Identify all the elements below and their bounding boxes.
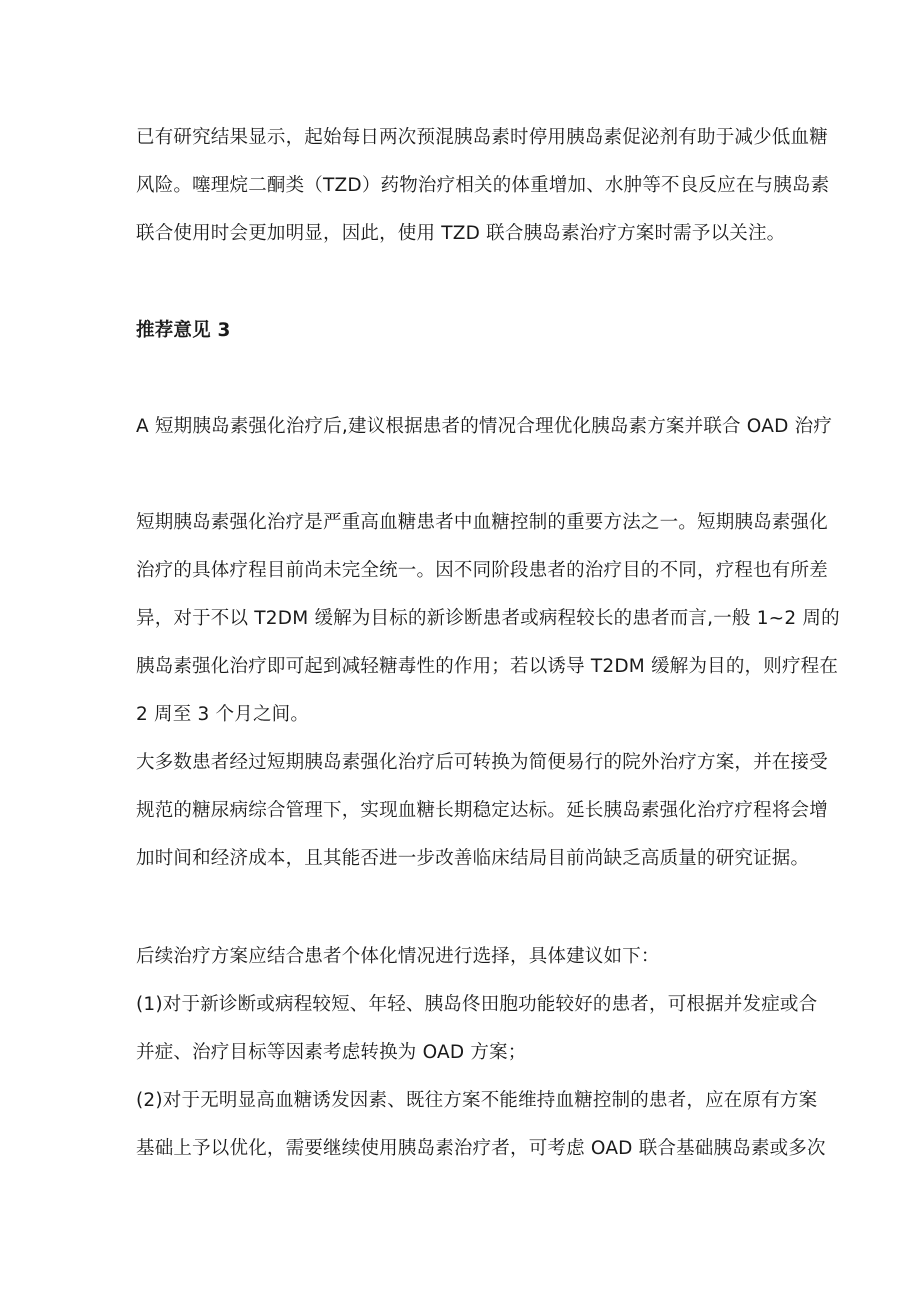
paragraph-follow-up-plan	[136, 933, 836, 1173]
text-line: 已有研究结果显示，起始每日两次预混胰岛素时停用胰岛素促泌剂有助于减少低血糖	[136, 127, 828, 148]
paragraph-intensive-therapy	[136, 499, 840, 883]
text-line: 规范的糖尿病综合管理下，实现血糖长期稳定达标。延长胰岛素强化治疗疗程将会增	[136, 800, 828, 821]
text-line: 联合使用时会更加明显，因此，使用 TZD 联合胰岛素治疗方案时需予以关注。	[136, 223, 786, 244]
text-line: (2)对于无明显高血糖诱发因素、既往方案不能维持血糖控制的患者，应在原有方案	[136, 1090, 818, 1111]
text-line: 2 周至 3 个月之间。	[136, 704, 310, 725]
text-line: 大多数患者经过短期胰岛素强化治疗后可转换为简便易行的院外治疗方案，并在接受	[136, 752, 828, 773]
recommendation-statement: A 短期胰岛素强化治疗后,建议根据患者的情况合理优化胰岛素方案并联合 OAD 治疗	[136, 416, 833, 437]
text-line: 并症、治疗目标等因素考虑转换为 OAD 方案；	[136, 1042, 527, 1063]
text-line: 风险。噻理烷二酮类（TZD）药物治疗相关的体重增加、水肿等不良反应在与胰岛素	[136, 175, 830, 196]
text-line: 治疗的具体疗程目前尚未完全统一。因不同阶段患者的治疗目的不同，疗程也有所差	[136, 560, 828, 581]
text-line: 胰岛素强化治疗即可起到减轻糖毒性的作用；若以诱导 T2DM 缓解为目的，则疗程在	[136, 656, 839, 677]
text-line: 加时间和经济成本，且其能否进一步改善临床结局目前尚缺乏高质量的研究证据。	[136, 848, 810, 869]
text-line: (1)对于新诊断或病程较短、年轻、胰岛佟田胞功能较好的患者，可根据并发症或合	[136, 994, 818, 1015]
text-line: 基础上予以优化，需要继续使用胰岛素治疗者，可考虑 OAD 联合基础胰岛素或多次	[136, 1138, 826, 1159]
text-line: 后续治疗方案应结合患者个体化情况进行选择，具体建议如下：	[136, 946, 660, 967]
paragraph-tzd-risk	[136, 114, 836, 258]
text-line: 异，对于不以 T2DM 缓解为目标的新诊断患者或病程较长的患者而言,一般 1~2 周的	[136, 608, 840, 629]
text-line: 短期胰岛素强化治疗是严重高血糖患者中血糖控制的重要方法之一。短期胰岛素强化	[136, 512, 828, 533]
recommendation-heading: 推荐意见 3	[136, 320, 231, 341]
